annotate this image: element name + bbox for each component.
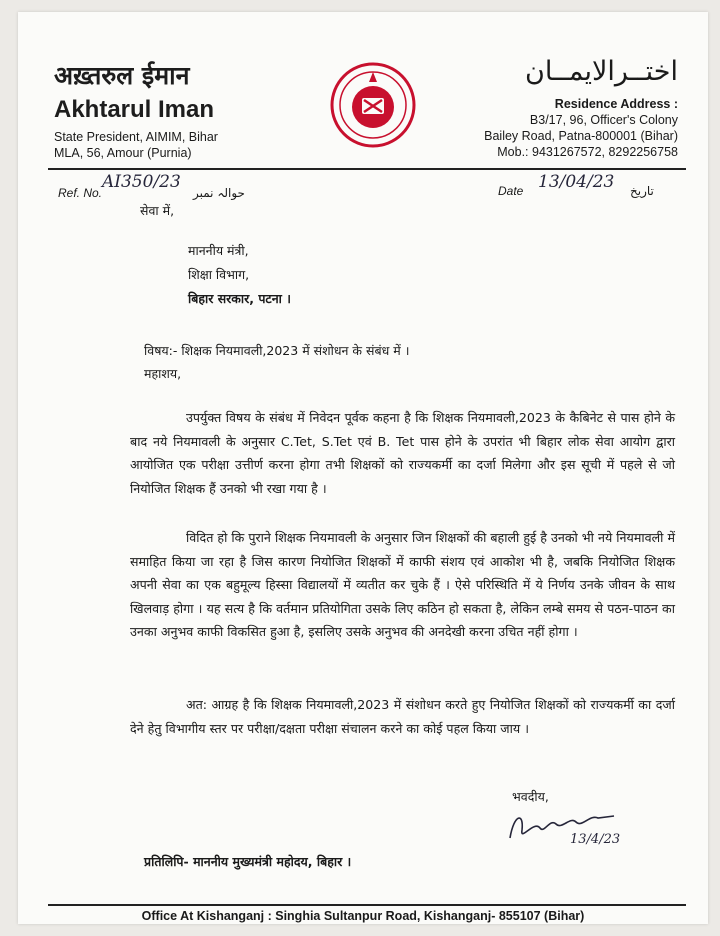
signature-date: 13/4/23 <box>570 832 621 847</box>
ref-label-urdu: حوالہ نمبر <box>193 186 245 200</box>
subject-line: विषय:- शिक्षक नियमावली,2023 में संशोधन के संबंध में । <box>144 343 410 358</box>
recipient-line-1: माननीय मंत्री, <box>188 243 249 258</box>
footer-divider <box>48 904 686 906</box>
ref-number-handwritten: AI350/23 <box>102 172 181 192</box>
mobile-numbers: Mob.: 9431267572, 8292256758 <box>497 145 678 159</box>
date-handwritten: 13/04/23 <box>538 172 615 192</box>
salutation-to: सेवा में, <box>140 203 175 218</box>
greeting: महाशय, <box>144 366 182 381</box>
address-line-1: B3/17, 96, Officer's Colony <box>529 113 678 127</box>
recipient-line-2: शिक्षा विभाग, <box>188 267 250 282</box>
copy-to: प्रतिलिपि- माननीय मुख्यमंत्री महोदय, बिहार । <box>144 854 352 869</box>
ref-label: Ref. No. <box>58 186 103 200</box>
name-english: Akhtarul Iman <box>54 96 215 123</box>
closing: भवदीय, <box>512 789 549 804</box>
mla-constituency: MLA, 56, Amour (Purnia) <box>54 146 192 160</box>
letter-page <box>18 12 708 924</box>
paragraph-1: उपर्युक्त विषय के संबंध में निवेदन पूर्वक कहना है कि शिक्षक नियमावली,2023 के कैबिनेट से पास होने के बाद नये नियमावली के अनुसार C.Tet, S.Tet एवं B. Tet पास होने के उपरांत भी बिहार लोक सेवा आयोग द्वारा आयोजित एक परीक्षा उत्तीर्ण करना होगा तभी शिक्षकों को राज्यकर्मी का दर्जा मिलेगा और इस सूची में पहले से जो नियोजित शिक्षक हैं उनको भी रखा गया है । <box>130 410 675 496</box>
office-address: Office At Kishanganj : Singhia Sultanpur Road, Kishanganj- 855107 (Bihar) <box>141 909 585 923</box>
paragraph-3: अत: आग्रह है कि शिक्षक नियमावली,2023 में संशोधन करते हुए नियोजित शिक्षकों को राज्यकर्मी का दर्जा देने हेतु विभागीय स्तर पर परीक्षा/दक्षता परीक्षा संचालन करने का कोई पहल किया जाय । <box>130 697 675 736</box>
designation: State President, AIMIM, Bihar <box>54 130 218 144</box>
date-label-urdu: تاریخ <box>630 184 654 198</box>
paragraph-2: विदित हो कि पुराने शिक्षक नियमावली के अनुसार जिन शिक्षकों की बहाली हुई है उनको भी नये नियमावली में समाहित किया जा रहा है जिस कारण नियोजित शिक्षकों में काफी संशय एवं आकोश भी है, जबकि नियोजित शिक्षक अपनी सेवा का एक बहुमूल्य हिस्सा विद्यालयों में व्यतीत कर चुके हैं । ऐसे परिस्थिति में ये निर्णय उनके जीवन के साथ खिलवाड़ होगा । यह सत्य है कि वर्तमान प्रतियोगिता उसके लिए कठिन हो सकता है, लेकिन लम्बे समय से पठन-पाठन का उनका अनुभव काफी विकसित हुआ है, इसलिए उसके अनुभव की अनदेखी करना उचित नहीं होगा । <box>130 530 675 639</box>
address-line-2: Bailey Road, Patna-800001 (Bihar) <box>484 129 678 143</box>
party-logo-icon <box>328 60 418 150</box>
address-title: Residence Address : <box>554 97 678 111</box>
header-divider <box>48 168 686 170</box>
recipient-line-3: बिहार सरकार, पटना । <box>188 291 291 306</box>
name-urdu: اختــرالایمــان <box>525 56 678 87</box>
name-hindi: अख़्तरुल ईमान <box>54 61 190 90</box>
date-label: Date <box>498 184 524 198</box>
